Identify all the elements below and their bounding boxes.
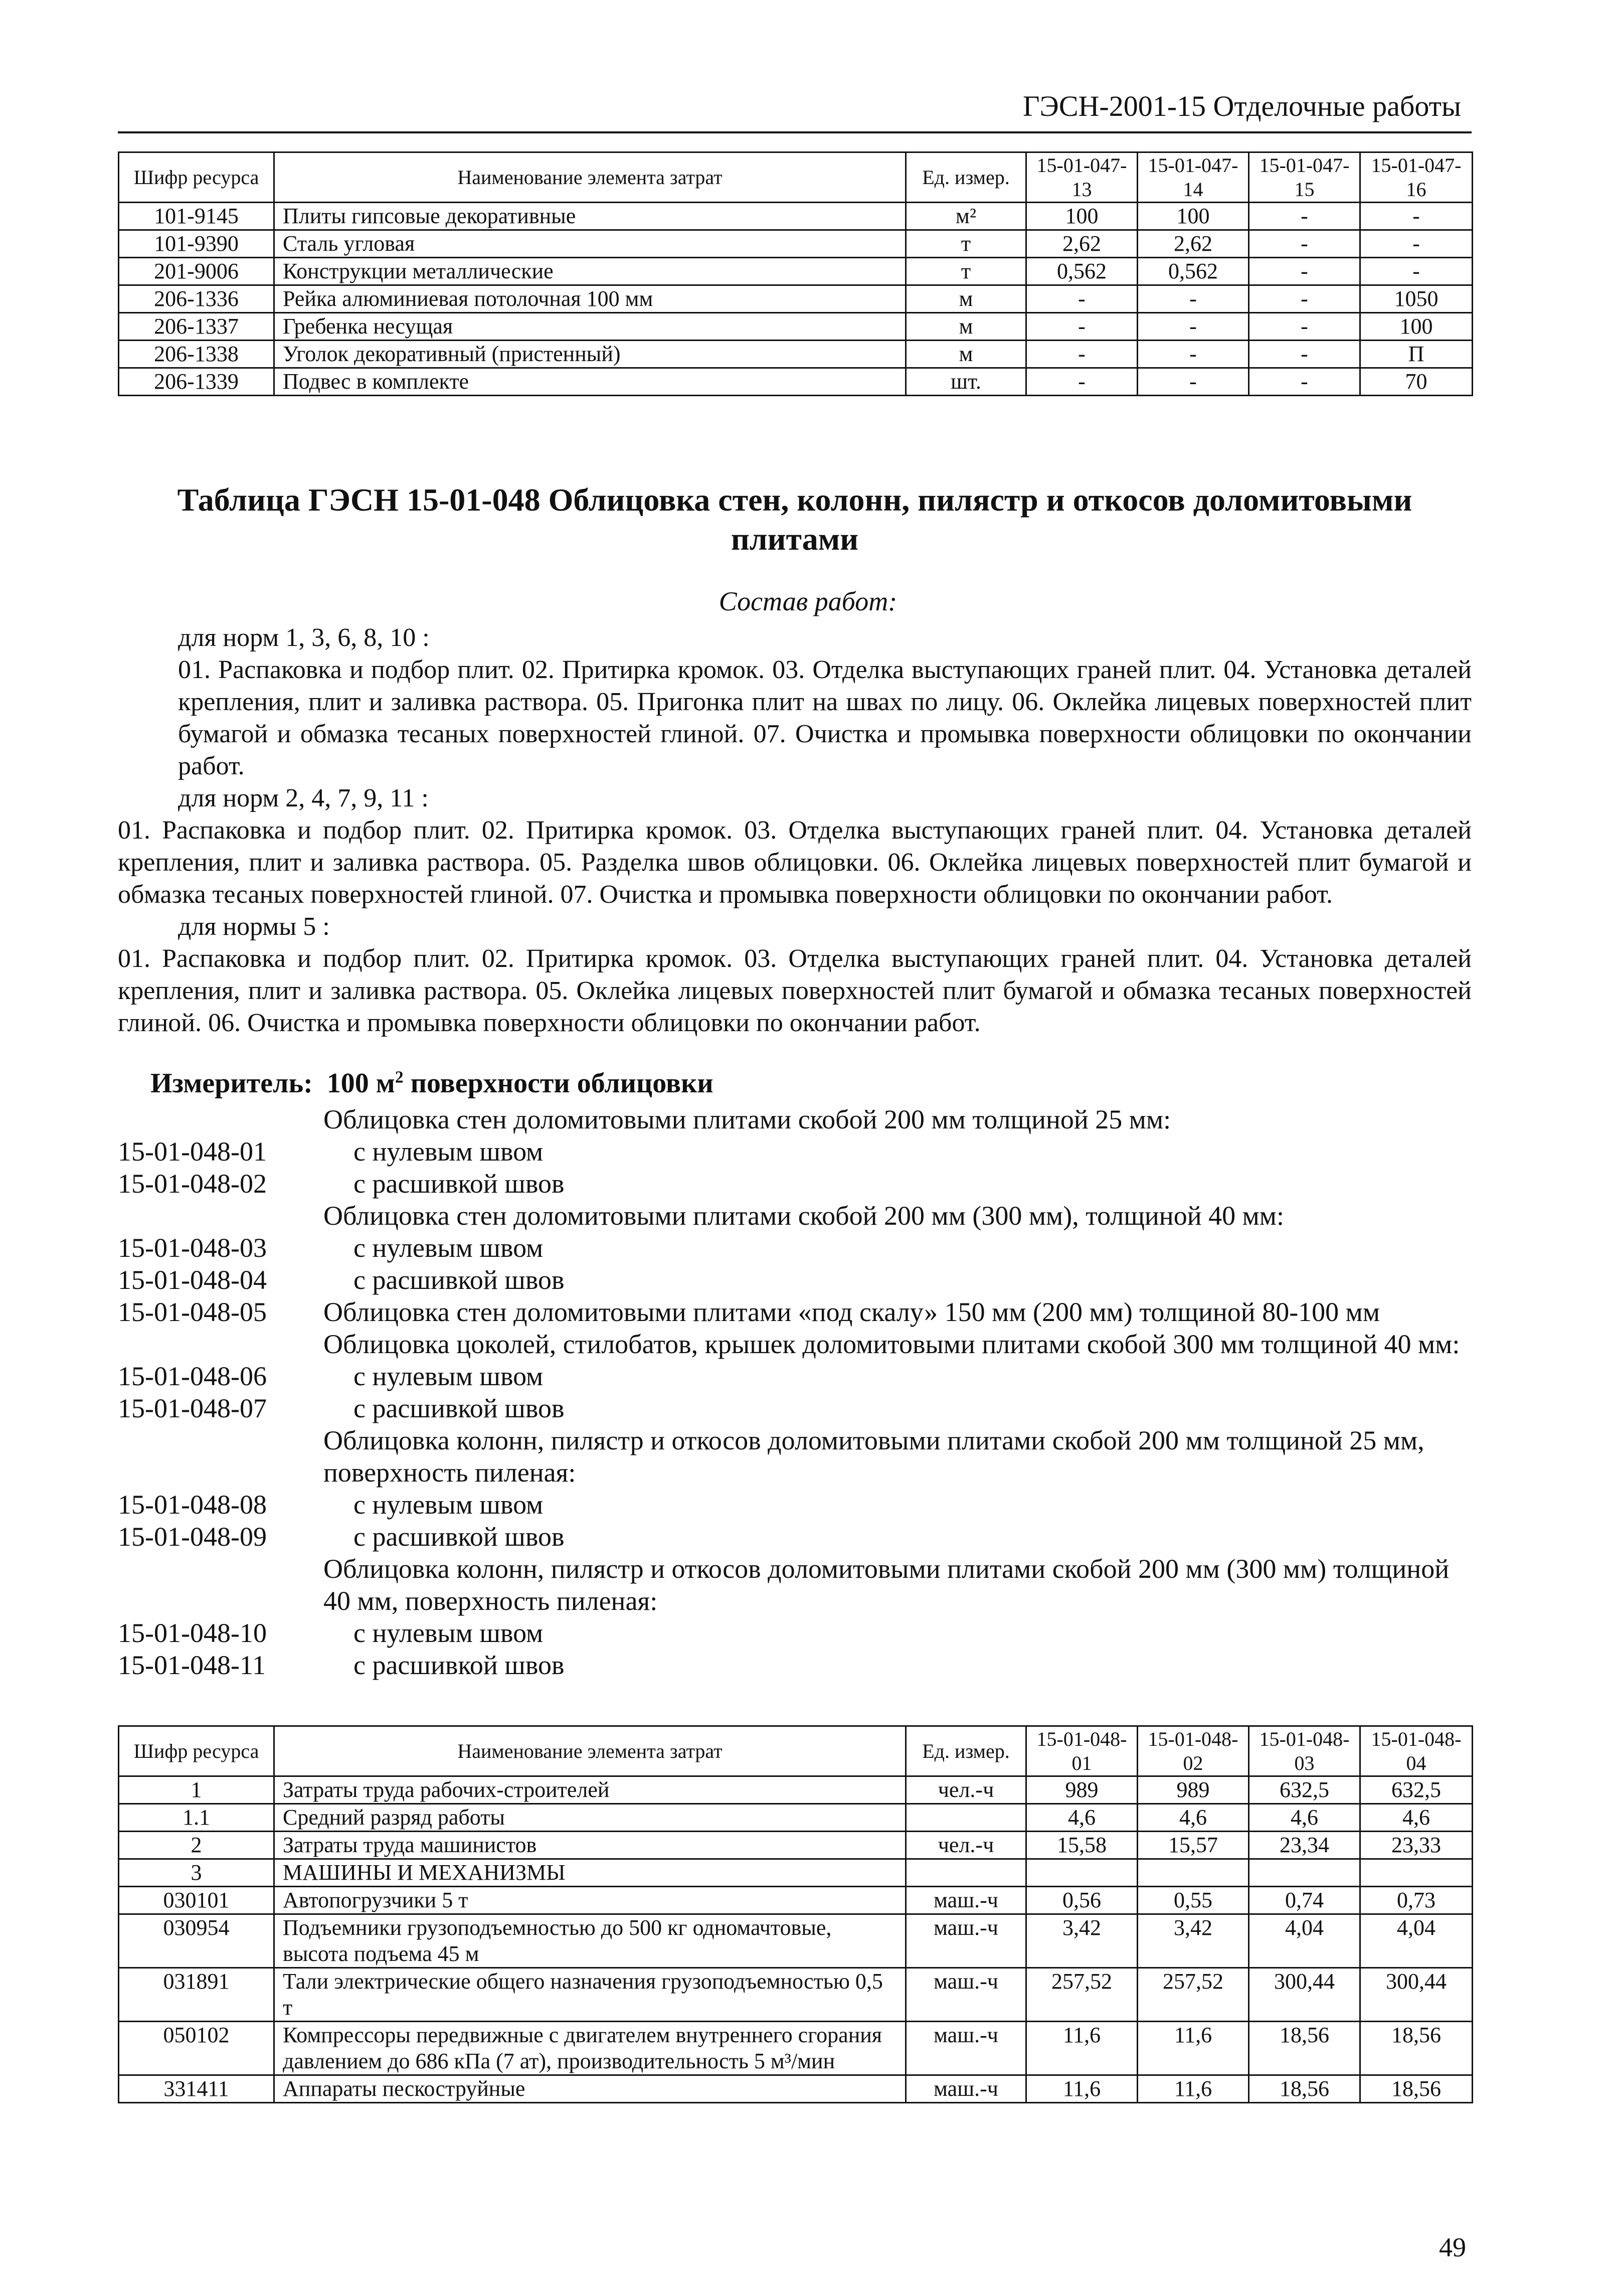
value-cell: 11,6 xyxy=(1138,2075,1249,2103)
resource-code-cell: 101-9145 xyxy=(119,203,274,230)
value-cell: 100 xyxy=(1138,203,1249,230)
norm-code-row xyxy=(118,1103,1472,1135)
unit-cell: чел.-ч xyxy=(906,1832,1026,1859)
measure-label: Измеритель: xyxy=(150,1068,313,1099)
value-cell: 0,562 xyxy=(1026,258,1138,285)
unit-cell: маш.-ч xyxy=(906,2022,1026,2075)
column-header: 15-01-048-04 xyxy=(1360,1726,1473,1776)
value-cell: 0,73 xyxy=(1360,1887,1473,1914)
resource-code-cell: 3 xyxy=(119,1859,274,1887)
norm-group-text-content: 01. Распаковка и подбор плит. 02. Притирка кромок. 03. Отделка выступающих граней плит. 04. Установка деталей крепления, плит и заливка раствора. 05. Разделка швов облицовки. 06. Оклейка лицевых поверхностей плит бумагой и обмазка тесаных поверхностей глиной. 07. Очистка и промывка поверхности облицовки по окончании работ. xyxy=(118,816,1472,909)
page-number: 49 xyxy=(1439,2232,1466,2262)
value-cell: 989 xyxy=(1138,1776,1249,1804)
value-cell: 989 xyxy=(1026,1776,1138,1804)
norm-group-text-content: 01. Распаковка и подбор плит. 02. Притирка кромок. 03. Отделка выступающих граней плит. 04. Установка деталей крепления, плит и заливка раствора. 05. Оклейка лицевых поверхностей плит бумагой и обмазка тесаных поверхностей глиной. 06. Очистка и промывка поверхности облицовки по окончании работ. xyxy=(118,944,1472,1037)
unit-cell xyxy=(906,1804,1026,1832)
table-row xyxy=(119,2075,1473,2103)
value-cell: 18,56 xyxy=(1249,2022,1360,2075)
resource-name-cell: Рейка алюминиевая потолочная 100 мм xyxy=(274,285,906,313)
norm-code-row xyxy=(118,1328,1472,1360)
value-cell: 4,6 xyxy=(1138,1804,1249,1832)
norm-code: 15-01-048-07 xyxy=(118,1393,267,1423)
value-cell: - xyxy=(1249,285,1360,313)
value-cell: 300,44 xyxy=(1249,1968,1360,2022)
value-cell: - xyxy=(1360,230,1473,258)
value-cell: - xyxy=(1026,341,1138,368)
work-composition xyxy=(118,622,1472,1039)
resource-name-cell: Аппараты пескоструйные xyxy=(274,2075,906,2103)
resource-code-cell: 1.1 xyxy=(119,1804,274,1832)
norm-description: с нулевым швом xyxy=(353,1233,544,1263)
value-cell: - xyxy=(1360,258,1473,285)
norm-description: с расшивкой швов xyxy=(353,1169,565,1199)
norm-description: Облицовка колонн, пилястр и откосов доломитовыми плитами скобой 200 мм (300 мм) толщиной 40 мм, поверхность пиленая: xyxy=(323,1554,1450,1616)
value-cell: 1050 xyxy=(1360,285,1473,313)
value-cell: 15,57 xyxy=(1138,1832,1249,1859)
norm-code xyxy=(118,1328,323,1360)
value-cell: 632,5 xyxy=(1360,1776,1473,1804)
norm-code: 15-01-048-08 xyxy=(118,1490,267,1520)
resource-name-cell: Гребенка несущая xyxy=(274,313,906,341)
norm-code-row xyxy=(118,1424,1472,1489)
value-cell: 257,52 xyxy=(1138,1968,1249,2022)
resources-table-048 xyxy=(118,1725,1473,2103)
norm-code-row xyxy=(118,1135,1472,1168)
value-cell: 15,58 xyxy=(1026,1832,1138,1859)
norm-description: с расшивкой швов xyxy=(353,1393,565,1423)
norm-description: Облицовка стен доломитовыми плитами «под скалу» 150 мм (200 мм) толщиной 80-100 мм xyxy=(323,1297,1380,1327)
table-row xyxy=(119,1968,1473,2022)
measure-value-unit: поверхности облицовки xyxy=(403,1068,713,1099)
value-cell: - xyxy=(1026,285,1138,313)
value-cell: 4,04 xyxy=(1249,1914,1360,1968)
resource-name-cell: Уголок декоративный (пристенный) xyxy=(274,341,906,368)
unit-cell: маш.-ч xyxy=(906,1887,1026,1914)
table-row xyxy=(119,1776,1473,1804)
resource-name-cell: МАШИНЫ И МЕХАНИЗМЫ xyxy=(274,1859,906,1887)
value-cell: 632,5 xyxy=(1249,1776,1360,1804)
table-title-line: плитами xyxy=(731,521,859,557)
column-header: 15-01-048-02 xyxy=(1138,1726,1249,1776)
norm-code xyxy=(118,1200,323,1232)
value-cell: 0,55 xyxy=(1138,1887,1249,1914)
norm-code-row xyxy=(118,1360,1472,1392)
table-row xyxy=(119,341,1473,368)
column-header: Шифр ресурса xyxy=(119,1726,274,1776)
norm-code-row xyxy=(118,1489,1472,1521)
resource-code-cell: 050102 xyxy=(119,2022,274,2075)
resource-name-cell: Конструкции металлические xyxy=(274,258,906,285)
norm-group-heading: для норм 2, 4, 7, 9, 11 : xyxy=(178,784,429,812)
norm-code: 15-01-048-01 xyxy=(118,1136,267,1167)
norm-code xyxy=(118,1553,323,1617)
norm-code-row xyxy=(118,1521,1472,1553)
value-cell: 70 xyxy=(1360,368,1473,396)
value-cell: 3,42 xyxy=(1026,1914,1138,1968)
resource-name-cell: Затраты труда машинистов xyxy=(274,1832,906,1859)
value-cell: 4,6 xyxy=(1249,1804,1360,1832)
column-header: Ед. измер. xyxy=(906,1726,1026,1776)
value-cell: - xyxy=(1026,368,1138,396)
resource-name-cell: Плиты гипсовые декоративные xyxy=(274,203,906,230)
value-cell xyxy=(1138,1859,1249,1887)
resource-code-cell: 206-1337 xyxy=(119,313,274,341)
resource-code-cell: 031891 xyxy=(119,1968,274,2022)
value-cell: - xyxy=(1249,368,1360,396)
value-cell: 257,52 xyxy=(1026,1968,1138,2022)
measure-unit xyxy=(150,1067,713,1099)
value-cell xyxy=(1026,1859,1138,1887)
column-header: 15-01-047-15 xyxy=(1249,152,1360,203)
table-row xyxy=(119,1887,1473,1914)
table-row xyxy=(119,285,1473,313)
value-cell: - xyxy=(1138,341,1249,368)
resource-code-cell: 1 xyxy=(119,1776,274,1804)
column-header: 15-01-048-03 xyxy=(1249,1726,1360,1776)
table-row xyxy=(119,2022,1473,2075)
value-cell: - xyxy=(1138,313,1249,341)
unit-cell: т xyxy=(906,258,1026,285)
norm-description: с расшивкой швов xyxy=(353,1650,565,1680)
unit-cell: м xyxy=(906,313,1026,341)
norm-code: 15-01-048-10 xyxy=(118,1618,267,1648)
resource-code-cell: 206-1336 xyxy=(119,285,274,313)
value-cell: - xyxy=(1138,368,1249,396)
value-cell: 18,56 xyxy=(1360,2075,1473,2103)
value-cell: - xyxy=(1249,203,1360,230)
value-cell: 0,56 xyxy=(1026,1887,1138,1914)
norm-code-row xyxy=(118,1232,1472,1264)
column-header: 15-01-047-14 xyxy=(1138,152,1249,203)
norm-description: Облицовка стен доломитовыми плитами скобой 200 мм толщиной 25 мм: xyxy=(323,1104,1171,1134)
value-cell: - xyxy=(1249,230,1360,258)
norm-code: 15-01-048-03 xyxy=(118,1233,267,1263)
unit-cell xyxy=(906,1859,1026,1887)
norm-code xyxy=(118,1424,323,1489)
value-cell: 4,04 xyxy=(1360,1914,1473,1968)
norm-description: с расшивкой швов xyxy=(353,1522,565,1552)
norm-group-text xyxy=(118,943,1472,1039)
table-row xyxy=(119,1804,1473,1832)
norm-group-text xyxy=(118,814,1472,911)
resource-code-cell: 2 xyxy=(119,1832,274,1859)
unit-cell: маш.-ч xyxy=(906,2075,1026,2103)
column-header: 15-01-047-13 xyxy=(1026,152,1138,203)
value-cell: 18,56 xyxy=(1249,2075,1360,2103)
column-header: Ед. измер. xyxy=(906,152,1026,203)
value-cell: 11,6 xyxy=(1026,2022,1138,2075)
norm-group-heading: для нормы 5 : xyxy=(178,912,330,941)
norm-code-list xyxy=(118,1103,1472,1681)
resource-name-cell: Затраты труда рабочих-строителей xyxy=(274,1776,906,1804)
norm-description: с нулевым швом xyxy=(353,1490,544,1520)
value-cell: 0,74 xyxy=(1249,1887,1360,1914)
value-cell: - xyxy=(1138,285,1249,313)
table-header-row xyxy=(119,152,1473,203)
resource-name-cell: Подъемники грузоподъемностью до 500 кг одномачтовые, высота подъема 45 м xyxy=(274,1914,906,1968)
resource-name-cell: Подвес в комплекте xyxy=(274,368,906,396)
measure-value-number: 100 м xyxy=(326,1068,395,1099)
resource-code-cell: 206-1339 xyxy=(119,368,274,396)
norm-description: Облицовка колонн, пилястр и откосов доломитовыми плитами скобой 200 мм толщиной 25 мм, поверхность пиленая: xyxy=(323,1425,1424,1488)
value-cell: 4,6 xyxy=(1026,1804,1138,1832)
resource-code-cell: 030954 xyxy=(119,1914,274,1968)
norm-code-row xyxy=(118,1264,1472,1296)
norm-group-text xyxy=(118,654,1472,782)
norm-description: с нулевым швом xyxy=(353,1361,544,1391)
norm-code: 15-01-048-06 xyxy=(118,1361,267,1391)
table-title-line: Таблица ГЭСН 15-01-048 Облицовка стен, колонн, пилястр и откосов доломитовыми xyxy=(177,482,1412,518)
norm-code-row xyxy=(118,1617,1472,1649)
value-cell: - xyxy=(1249,341,1360,368)
norm-code-row xyxy=(118,1553,1472,1617)
value-cell: 3,42 xyxy=(1138,1914,1249,1968)
value-cell: 18,56 xyxy=(1360,2022,1473,2075)
value-cell: 4,6 xyxy=(1360,1804,1473,1832)
resource-code-cell: 201-9006 xyxy=(119,258,274,285)
value-cell: - xyxy=(1360,203,1473,230)
norm-description: с нулевым швом xyxy=(353,1136,544,1167)
resource-name-cell: Средний разряд работы xyxy=(274,1804,906,1832)
table-row xyxy=(119,368,1473,396)
unit-cell: маш.-ч xyxy=(906,1914,1026,1968)
value-cell xyxy=(1249,1859,1360,1887)
resource-code-cell: 101-9390 xyxy=(119,230,274,258)
value-cell: 2,62 xyxy=(1026,230,1138,258)
norm-code-row xyxy=(118,1296,1472,1328)
norm-code-row xyxy=(118,1392,1472,1424)
norm-code: 15-01-048-05 xyxy=(118,1297,267,1327)
resource-code-cell: 206-1338 xyxy=(119,341,274,368)
resource-code-cell: 030101 xyxy=(119,1887,274,1914)
value-cell: - xyxy=(1026,313,1138,341)
unit-cell: чел.-ч xyxy=(906,1776,1026,1804)
table-title xyxy=(118,480,1472,559)
norm-code xyxy=(118,1103,323,1135)
value-cell: 2,62 xyxy=(1138,230,1249,258)
running-header: ГЭСН-2001-15 Отделочные работы xyxy=(1023,90,1461,122)
table-row xyxy=(119,1832,1473,1859)
norm-code-row xyxy=(118,1200,1472,1232)
norm-description: с расшивкой швов xyxy=(353,1265,565,1295)
norm-group-text-content: 01. Распаковка и подбор плит. 02. Притирка кромок. 03. Отделка выступающих граней плит. 04. Установка деталей крепления, плит и заливка раствора. 05. Пригонка плит на швах по лицу. 06. Оклейка лицевых поверхностей плит бумагой и обмазка тесаных поверхностей глиной. 07. Очистка и промывка поверхности облицовки по окончании работ. xyxy=(178,655,1472,780)
norm-code: 15-01-048-09 xyxy=(118,1522,267,1552)
table-row xyxy=(119,1914,1473,1968)
unit-cell: т xyxy=(906,230,1026,258)
unit-cell: м² xyxy=(906,203,1026,230)
value-cell: - xyxy=(1249,258,1360,285)
value-cell: 11,6 xyxy=(1138,2022,1249,2075)
table-row xyxy=(119,1859,1473,1887)
value-cell: 100 xyxy=(1360,313,1473,341)
norm-code-row xyxy=(118,1649,1472,1681)
norm-group-heading: для норм 1, 3, 6, 8, 10 : xyxy=(178,623,430,652)
unit-cell: м xyxy=(906,285,1026,313)
resource-name-cell: Автопогрузчики 5 т xyxy=(274,1887,906,1914)
value-cell: 11,6 xyxy=(1026,2075,1138,2103)
value-cell: 23,34 xyxy=(1249,1832,1360,1859)
norm-description: Облицовка цоколей, стилобатов, крышек доломитовыми плитами скобой 300 мм толщиной 40 мм: xyxy=(323,1329,1460,1359)
norm-code: 15-01-048-02 xyxy=(118,1169,267,1199)
table-row xyxy=(119,313,1473,341)
column-header: Шифр ресурса xyxy=(119,152,274,203)
norm-description: Облицовка стен доломитовыми плитами скобой 200 мм (300 мм), толщиной 40 мм: xyxy=(323,1201,1284,1231)
resource-name-cell: Сталь угловая xyxy=(274,230,906,258)
norm-code: 15-01-048-04 xyxy=(118,1265,267,1295)
value-cell: - xyxy=(1249,313,1360,341)
table-row xyxy=(119,230,1473,258)
unit-cell: м xyxy=(906,341,1026,368)
norm-code-row xyxy=(118,1168,1472,1200)
value-cell: 23,33 xyxy=(1360,1832,1473,1859)
value-cell: 300,44 xyxy=(1360,1968,1473,2022)
resource-code-cell: 331411 xyxy=(119,2075,274,2103)
column-header: 15-01-048-01 xyxy=(1026,1726,1138,1776)
column-header: 15-01-047-16 xyxy=(1360,152,1473,203)
column-header: Наименование элемента затрат xyxy=(274,1726,906,1776)
value-cell: 0,562 xyxy=(1138,258,1249,285)
value-cell: 100 xyxy=(1026,203,1138,230)
resource-name-cell: Тали электрические общего назначения грузоподъемностью 0,5 т xyxy=(274,1968,906,2022)
work-composition-heading: Состав работ: xyxy=(719,586,897,616)
unit-cell: шт. xyxy=(906,368,1026,396)
measure-value xyxy=(327,1068,713,1099)
header-rule xyxy=(118,131,1472,133)
resources-table-047 xyxy=(118,151,1473,396)
table-row xyxy=(119,203,1473,230)
resource-name-cell: Компрессоры передвижные с двигателем внутреннего сгорания давлением до 686 кПа (7 ат), производительность 5 м³/мин xyxy=(274,2022,906,2075)
table-row xyxy=(119,258,1473,285)
norm-code: 15-01-048-11 xyxy=(118,1650,266,1680)
table-header-row xyxy=(119,1726,1473,1776)
norm-description: с нулевым швом xyxy=(353,1618,544,1648)
measure-value-exponent: 2 xyxy=(395,1068,404,1087)
column-header: Наименование элемента затрат xyxy=(274,152,906,203)
unit-cell: маш.-ч xyxy=(906,1968,1026,2022)
value-cell: П xyxy=(1360,341,1473,368)
value-cell xyxy=(1360,1859,1473,1887)
